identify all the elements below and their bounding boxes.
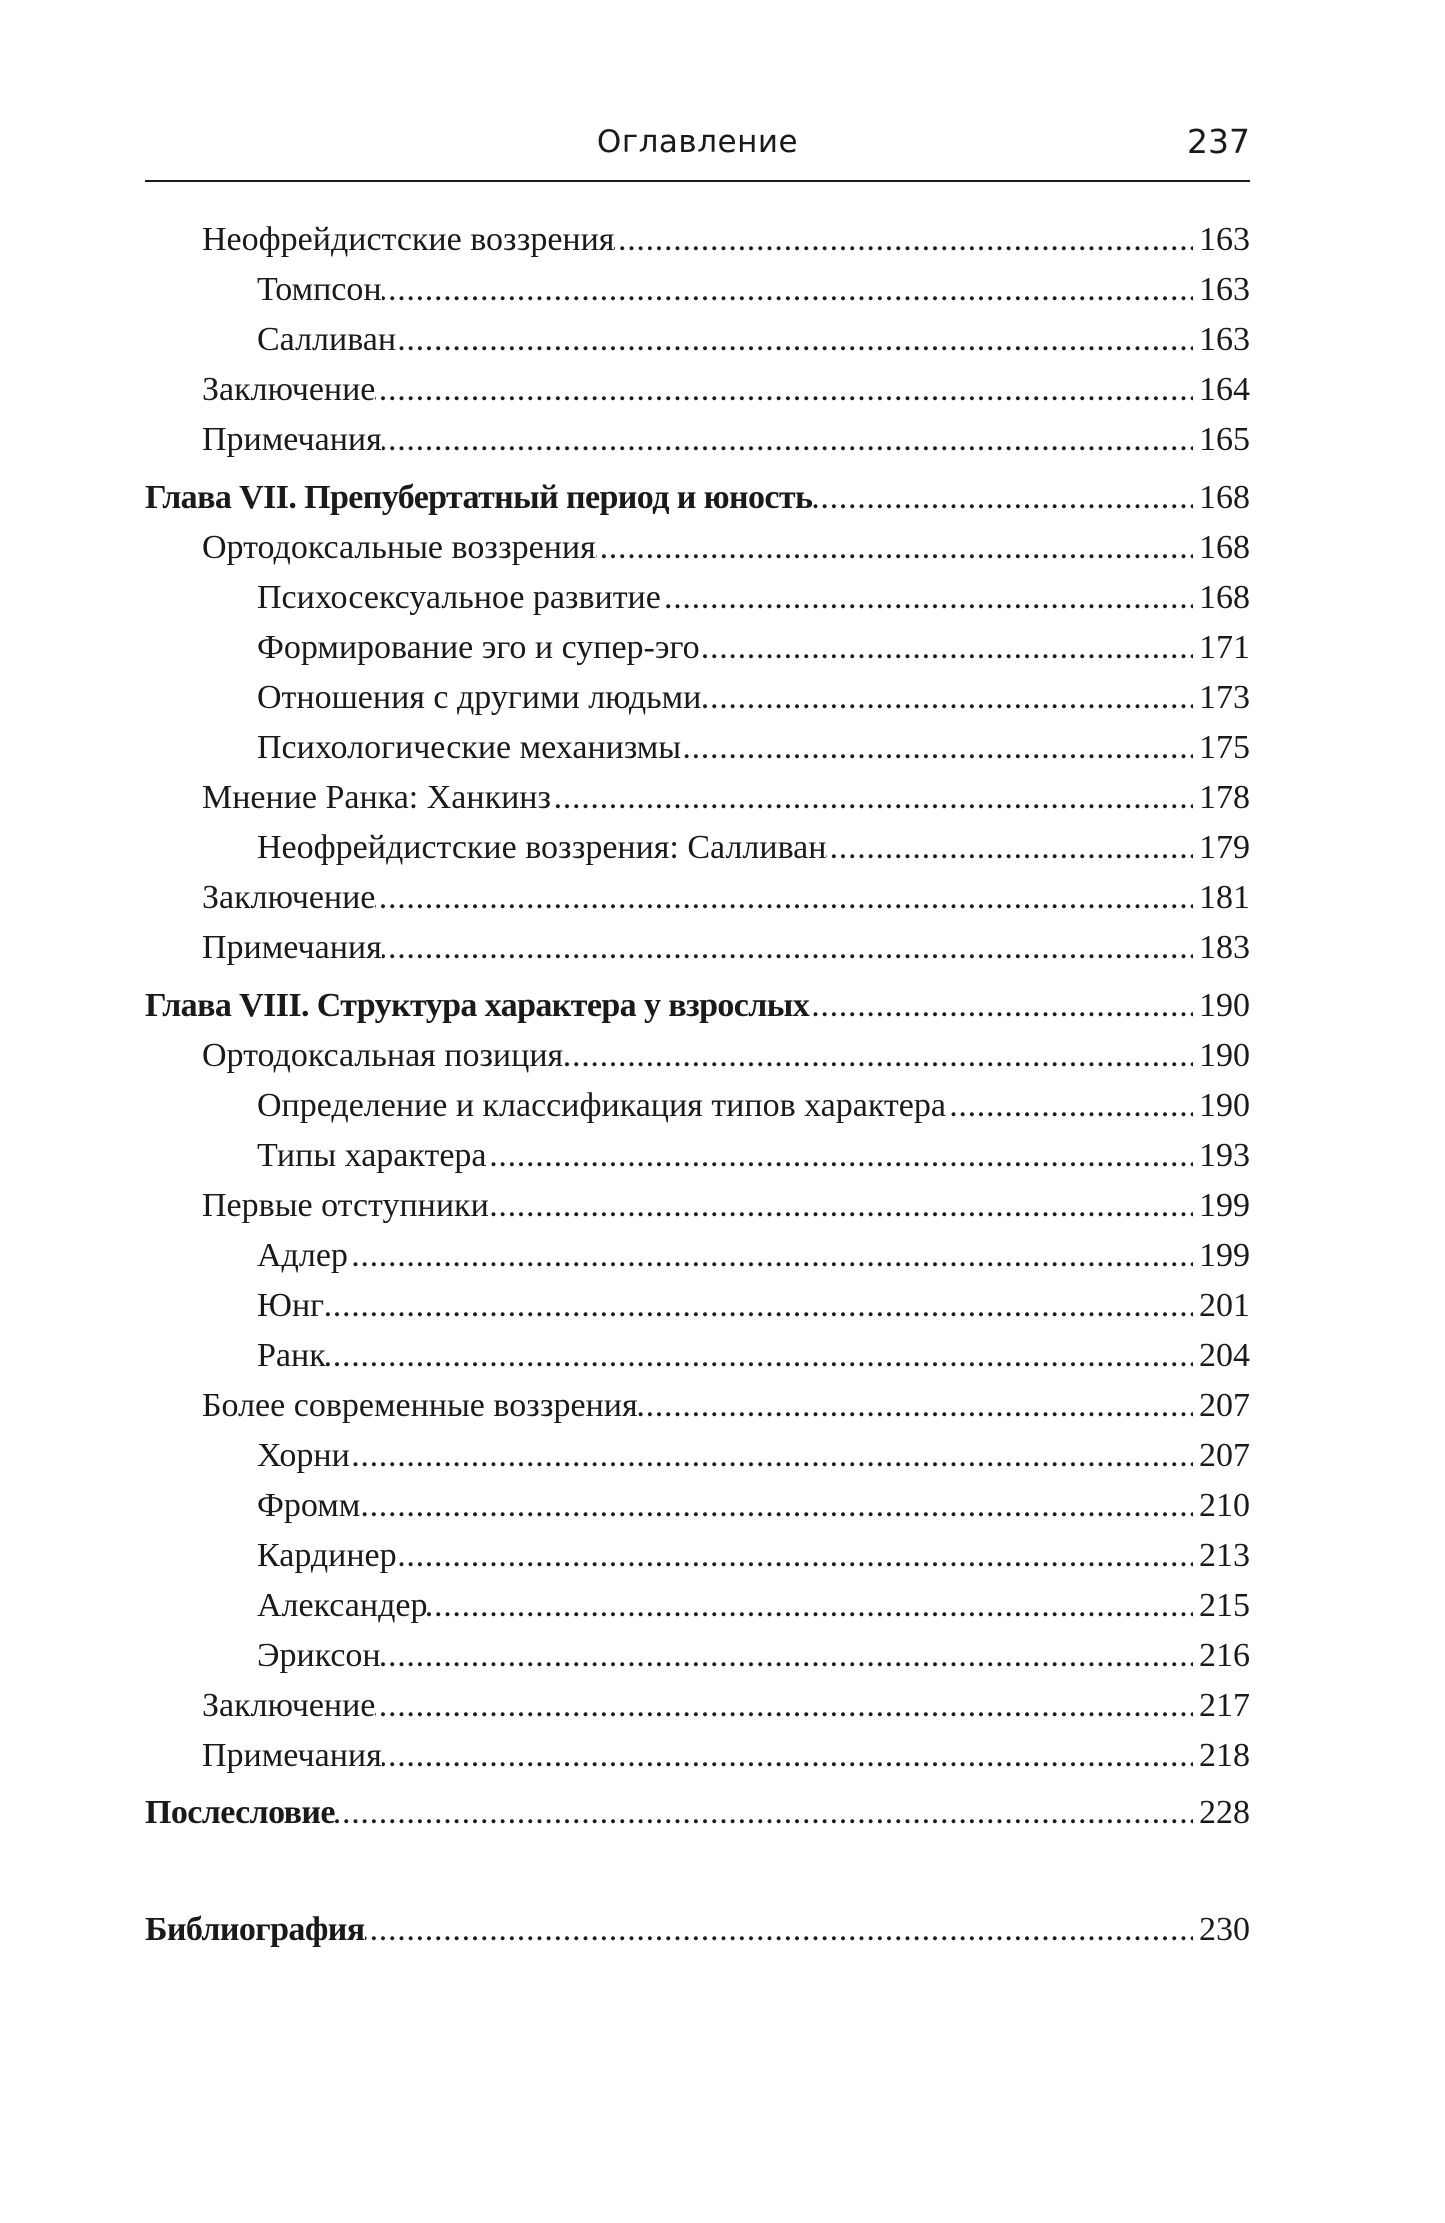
toc-entry-page: 213	[1199, 1537, 1250, 1574]
leader-dots	[614, 215, 1193, 265]
leader-dots	[396, 315, 1193, 365]
leader-dots	[661, 573, 1193, 623]
toc-entry-page: 164	[1199, 371, 1250, 408]
toc-entry-page: 163	[1199, 321, 1250, 358]
toc-entry-title: Более современные воззрения	[202, 1387, 638, 1424]
toc-entry	[145, 773, 1250, 823]
toc-entry-title: Заключение	[202, 371, 376, 408]
toc-entry-title: Мнение Ранка: Ханкинз	[202, 779, 551, 816]
toc-entry-page: 199	[1199, 1187, 1250, 1224]
toc-entry-page: 190	[1199, 987, 1250, 1024]
toc-entry	[145, 265, 1250, 315]
leader-dots	[382, 923, 1193, 973]
toc-entry	[145, 1631, 1250, 1681]
toc-entry	[145, 315, 1250, 365]
toc-entry-title: Неофрейдистские воззрения: Салливан	[257, 829, 827, 866]
toc-entry-page: 228	[1199, 1794, 1250, 1831]
toc-entry-page: 168	[1199, 579, 1250, 616]
leader-dots	[596, 523, 1193, 573]
toc-entry	[145, 1181, 1250, 1231]
toc-entry-title: Послесловие	[145, 1794, 335, 1831]
toc-entry-page: 207	[1199, 1437, 1250, 1474]
leader-dots	[326, 1331, 1193, 1381]
toc-entry	[145, 1481, 1250, 1531]
leader-dots	[681, 723, 1193, 773]
leader-dots	[427, 1581, 1193, 1631]
leader-dots	[335, 1788, 1193, 1838]
toc-entry-title: Глава VIII. Структура характера у взрослых	[145, 987, 810, 1024]
toc-entry-title: Определение и классификация типов характера	[257, 1087, 946, 1124]
toc-entry-page: 207	[1199, 1387, 1250, 1424]
toc-entry-title: Хорни	[257, 1437, 350, 1474]
toc-entry	[145, 1581, 1250, 1631]
toc-entry-title: Психологические механизмы	[257, 729, 682, 766]
toc-entry	[145, 1431, 1250, 1481]
toc-entry-page: 199	[1199, 1237, 1250, 1274]
toc-entry-title: Неофрейдистские воззрения	[202, 221, 615, 258]
toc-entry-title: Типы характера	[257, 1137, 487, 1174]
toc-chapter-entry	[145, 473, 1250, 523]
toc-entry-page: 215	[1199, 1587, 1250, 1624]
toc-entry-title: Психосексуальное развитие	[257, 579, 661, 616]
leader-dots	[809, 981, 1193, 1031]
leader-dots	[563, 1031, 1193, 1081]
toc-entry-page: 178	[1199, 779, 1250, 816]
leader-dots	[700, 623, 1193, 673]
toc-entry-page: 179	[1199, 829, 1250, 866]
toc-entry	[145, 1131, 1250, 1181]
running-header-title: Оглавление	[596, 124, 799, 160]
toc-entry-page: 216	[1199, 1637, 1250, 1674]
toc-entry-page: 201	[1199, 1287, 1250, 1324]
leader-dots	[382, 1731, 1193, 1781]
leader-dots	[812, 473, 1193, 523]
toc-entry	[145, 415, 1250, 465]
toc-entry-title: Примечания	[202, 929, 382, 966]
toc-entry-page: 171	[1199, 629, 1250, 666]
toc-entry-page: 218	[1199, 1737, 1250, 1774]
toc-entry-title: Библиография	[145, 1911, 365, 1948]
toc-entry	[145, 1281, 1250, 1331]
leader-dots	[487, 1131, 1194, 1181]
leader-dots	[375, 1681, 1193, 1731]
toc-entry-page: 190	[1199, 1087, 1250, 1124]
toc-entry	[145, 215, 1250, 265]
toc-entry-title: Формирование эго и супер-эго	[257, 629, 700, 666]
toc-entry	[145, 823, 1250, 873]
toc-entry-page: 168	[1199, 529, 1250, 566]
leader-dots	[365, 1905, 1193, 1955]
leader-dots	[382, 265, 1193, 315]
toc-entry-title: Первые отступники	[202, 1187, 489, 1224]
toc-entry-title: Фромм	[257, 1487, 361, 1524]
leader-dots	[489, 1181, 1193, 1231]
leader-dots	[348, 1231, 1193, 1281]
toc-entry-page: 168	[1199, 479, 1250, 516]
toc-entry	[145, 365, 1250, 415]
toc-entry-title: Примечания	[202, 421, 382, 458]
toc-entry-page: 183	[1199, 929, 1250, 966]
leader-dots	[382, 415, 1193, 465]
toc-entry-page: 181	[1199, 879, 1250, 916]
toc-entry	[145, 1231, 1250, 1281]
page-number: 237	[1187, 122, 1250, 161]
toc-entry	[145, 723, 1250, 773]
leader-dots	[375, 873, 1193, 923]
leader-dots	[826, 823, 1193, 873]
toc-entry-title: Салливан	[257, 321, 397, 358]
toc-entry	[145, 573, 1250, 623]
leader-dots	[638, 1381, 1193, 1431]
toc-entry-title: Заключение	[202, 879, 376, 916]
leader-dots	[350, 1431, 1193, 1481]
toc-entry	[145, 873, 1250, 923]
toc-entry-page: 175	[1199, 729, 1250, 766]
toc-entry	[145, 1381, 1250, 1431]
toc-entry	[145, 673, 1250, 723]
toc-entry-title: Ранк	[257, 1337, 326, 1374]
toc-entry-page: 210	[1199, 1487, 1250, 1524]
toc-entry	[145, 923, 1250, 973]
toc-entry-page: 190	[1199, 1037, 1250, 1074]
toc-entry	[145, 623, 1250, 673]
leader-dots	[360, 1481, 1193, 1531]
toc-entry-page: 230	[1199, 1911, 1250, 1948]
toc-entry-page: 204	[1199, 1337, 1250, 1374]
toc-chapter-entry	[145, 1905, 1250, 1955]
toc-entry-page: 217	[1199, 1687, 1250, 1724]
toc-chapter-entry	[145, 1788, 1250, 1838]
toc-entry-page: 173	[1199, 679, 1250, 716]
leader-dots	[701, 673, 1193, 723]
toc-entry-title: Эриксон	[257, 1637, 381, 1674]
toc-entry-page: 193	[1199, 1137, 1250, 1174]
toc-entry-page: 165	[1199, 421, 1250, 458]
toc-entry-title: Александер	[257, 1587, 428, 1624]
toc-entry-title: Юнг	[257, 1287, 325, 1324]
leader-dots	[324, 1281, 1193, 1331]
toc-entry-title: Примечания	[202, 1737, 382, 1774]
toc-entry	[145, 1081, 1250, 1131]
toc-chapter-entry	[145, 981, 1250, 1031]
toc-entry-page: 163	[1199, 221, 1250, 258]
toc-entry-title: Ортодоксальные воззрения	[202, 529, 596, 566]
leader-dots	[397, 1531, 1193, 1581]
leader-dots	[375, 365, 1193, 415]
leader-dots	[551, 773, 1193, 823]
toc-entry	[145, 1331, 1250, 1381]
toc-entry	[145, 523, 1250, 573]
toc-entry-title: Заключение	[202, 1687, 376, 1724]
toc-entry-title: Ортодоксальная позиция	[202, 1037, 564, 1074]
toc-entry	[145, 1731, 1250, 1781]
toc-entry-title: Отношения с другими людьми	[257, 679, 702, 716]
toc-entry-title: Кардинер	[257, 1537, 397, 1574]
leader-dots	[381, 1631, 1193, 1681]
toc-entry	[145, 1681, 1250, 1731]
toc-entry-page: 163	[1199, 271, 1250, 308]
leader-dots	[946, 1081, 1193, 1131]
toc-entry-title: Томпсон	[257, 271, 382, 308]
toc-entry	[145, 1531, 1250, 1581]
toc-entry-title: Глава VII. Препубертатный период и юность	[145, 479, 813, 516]
table-of-contents	[145, 0, 1250, 2223]
toc-entry	[145, 1031, 1250, 1081]
toc-entry-title: Адлер	[257, 1237, 348, 1274]
